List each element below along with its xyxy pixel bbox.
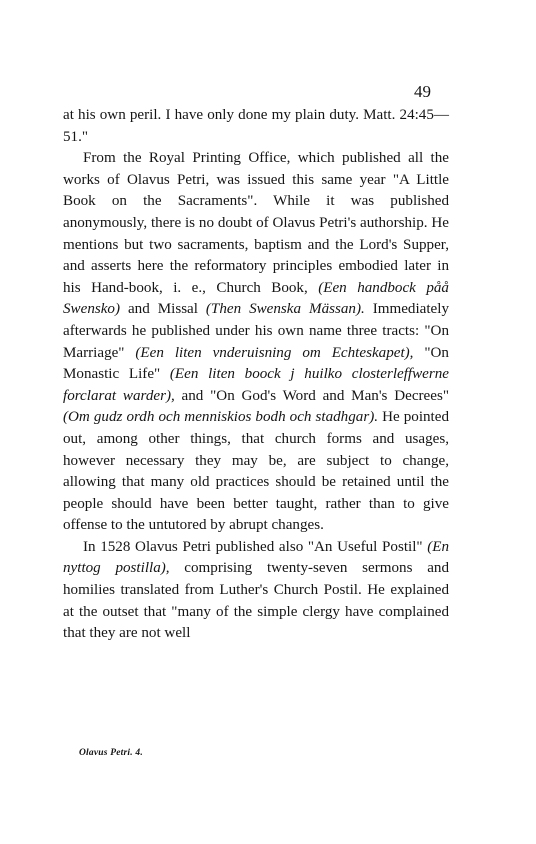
text-run: "On Monastic Life" [63,344,449,383]
text-run: and "On God's Word and Man's Decrees" [174,387,449,404]
page-number: 49 [414,82,431,101]
italic-title: (Om gudz ordh och menniskios bodh och stadhgar). [63,409,379,426]
text-run: In 1528 Olavus Petri published also "An Useful Postil" [83,538,428,555]
italic-title: (Een handbock påå Swensko) [63,279,449,318]
paragraph [63,537,449,645]
italic-title: (Then Swenska Mässan). [205,301,365,318]
text-run: at his own peril. I have only done my plain duty. Matt. 24:45—51." [63,107,449,145]
text-run: He pointed out, among other things, that church forms and usages, however necessary they may be, are subject to change, allowing that many old practices should be retained until the people should have been better taught, rather than to give offense to the untutored by abrupt changes. [63,409,449,534]
italic-title: (Een liten boock j huilko closterleffwerne forclarat warder), [63,366,449,404]
text-run: From the Royal Printing Office, which published all the works of Olavus Petri, was issued this same year "A Little Book on the Sacraments". While it was published anonymously, there is no doubt of Olavus Petri's authorship. He mentions but two sacraments, baptism and the Lord's Supper, and asserts here the reformatory principles embodied later in his Hand-book, i. e., Church Book, [63,150,449,296]
body-text [63,105,449,645]
italic-title: (En nyttog postilla), [63,538,449,577]
signature-mark: Olavus Petri. 4. [79,748,143,758]
italic-title: (Een liten vnderuisning om Echteskapet), [135,344,414,361]
paragraph [63,105,449,148]
text-run: and Missal [120,301,206,318]
text-run: comprising twenty-seven sermons and homilies translated from Luther's Church Postil. He explained at the outset that "many of the simple clergy have complained that they are not well [63,560,449,642]
text-run: Immediately afterwards he published under his own name three tracts: "On Marriage" [63,301,449,361]
paragraph [63,148,449,537]
